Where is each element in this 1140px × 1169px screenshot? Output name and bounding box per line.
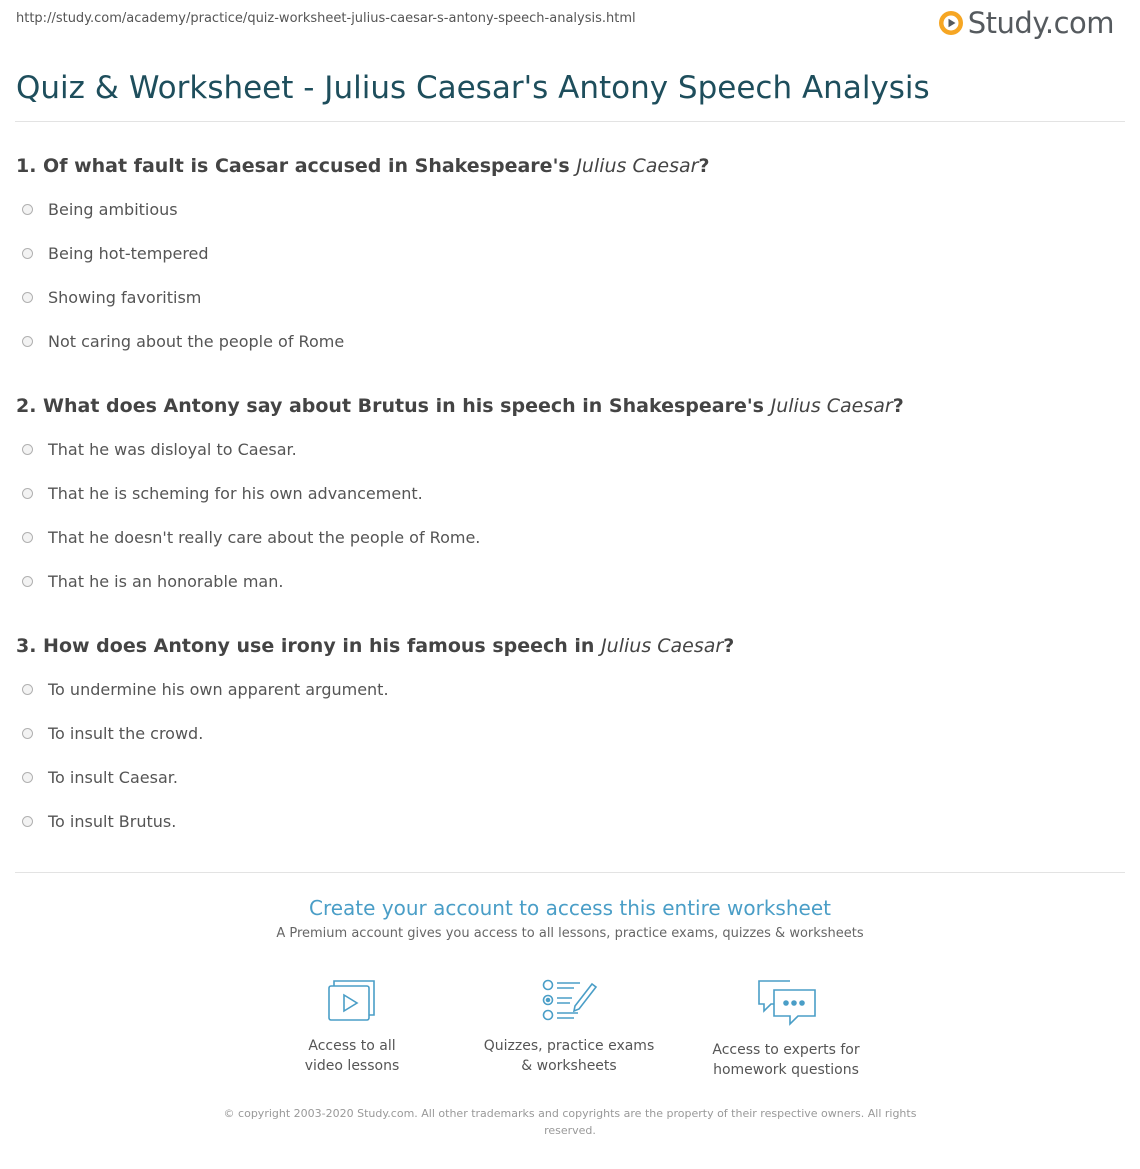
create-account-link[interactable]: Create your account to access this entire worksheet (309, 896, 831, 920)
answer-label: Being hot-tempered (48, 244, 209, 263)
question-3-options (22, 680, 389, 856)
answer-option[interactable] (22, 288, 344, 332)
feature-label: Access to experts for homework questions (712, 1042, 860, 1078)
question-2-options (22, 440, 480, 616)
answer-label: Showing favoritism (48, 288, 202, 307)
question-1: 1. Of what fault is Caesar accused in Shakespeare's Julius Caesar? (16, 155, 710, 177)
answer-option[interactable] (22, 332, 344, 376)
answer-label: To insult Brutus. (48, 812, 177, 831)
divider (15, 121, 1125, 122)
answer-label: That he doesn't really care about the people of Rome. (48, 528, 481, 547)
copyright-footer: © copyright 2003-2020 Study.com. All other trademarks and copyrights are the property of their respective owners. All rights reserved. (223, 1107, 917, 1137)
radio-button[interactable] (22, 488, 33, 499)
answer-option[interactable] (22, 680, 389, 724)
question-3: 3. How does Antony use irony in his famous speech in Julius Caesar? (16, 635, 735, 657)
feature-label: Access to all video lessons (304, 1038, 400, 1074)
question-2: 2. What does Antony say about Brutus in his speech in Shakespeare's Julius Caesar? (16, 395, 904, 417)
chat-bubbles-icon (754, 976, 818, 1028)
answer-label: To undermine his own apparent argument. (48, 680, 389, 699)
answer-label: To insult the crowd. (48, 724, 204, 743)
radio-button[interactable] (22, 816, 33, 827)
feature-video-lessons (252, 976, 452, 1076)
video-lessons-icon (326, 976, 378, 1024)
radio-button[interactable] (22, 728, 33, 739)
premium-description: A Premium account gives you access to all lessons, practice exams, quizzes & worksheets (276, 926, 864, 941)
radio-button[interactable] (22, 336, 33, 347)
radio-button[interactable] (22, 292, 33, 303)
question-1-italic: Julius Caesar (576, 155, 699, 177)
answer-option[interactable] (22, 724, 389, 768)
answer-label: That he is an honorable man. (48, 572, 284, 591)
answer-option[interactable] (22, 768, 389, 812)
radio-button[interactable] (22, 576, 33, 587)
radio-button[interactable] (22, 204, 33, 215)
answer-option[interactable] (22, 440, 480, 484)
answer-option[interactable] (22, 244, 344, 288)
answer-label: That he is scheming for his own advancement. (48, 484, 423, 503)
answer-label: That he was disloyal to Caesar. (48, 440, 297, 459)
radio-button[interactable] (22, 248, 33, 259)
answer-option[interactable] (22, 572, 480, 616)
radio-button[interactable] (22, 444, 33, 455)
answer-label: Not caring about the people of Rome (48, 332, 345, 351)
feature-quizzes (469, 976, 669, 1076)
answer-option[interactable] (22, 812, 389, 856)
answer-option[interactable] (22, 528, 480, 572)
answer-label: To insult Caesar. (48, 768, 178, 787)
radio-button[interactable] (22, 684, 33, 695)
answer-option[interactable] (22, 484, 480, 528)
divider (15, 872, 1125, 873)
question-3-italic: Julius Caesar (601, 635, 724, 657)
question-2-italic: Julius Caesar (770, 395, 893, 417)
radio-button[interactable] (22, 772, 33, 783)
question-1-options (22, 200, 344, 376)
page-title: Quiz & Worksheet - Julius Caesar's Antony Speech Analysis (16, 70, 930, 106)
feature-experts (686, 976, 886, 1080)
answer-option[interactable] (22, 200, 344, 244)
play-icon (938, 10, 964, 36)
logo-text: Study.com (967, 6, 1114, 40)
radio-button[interactable] (22, 532, 33, 543)
page-url: http://study.com/academy/practice/quiz-worksheet-julius-caesar-s-antony-speech-analysis.html (16, 11, 636, 26)
answer-label: Being ambitious (48, 200, 178, 219)
study-logo[interactable] (938, 6, 1114, 40)
feature-label: Quizzes, practice exams & worksheets (483, 1038, 655, 1074)
quiz-list-icon (540, 976, 598, 1024)
